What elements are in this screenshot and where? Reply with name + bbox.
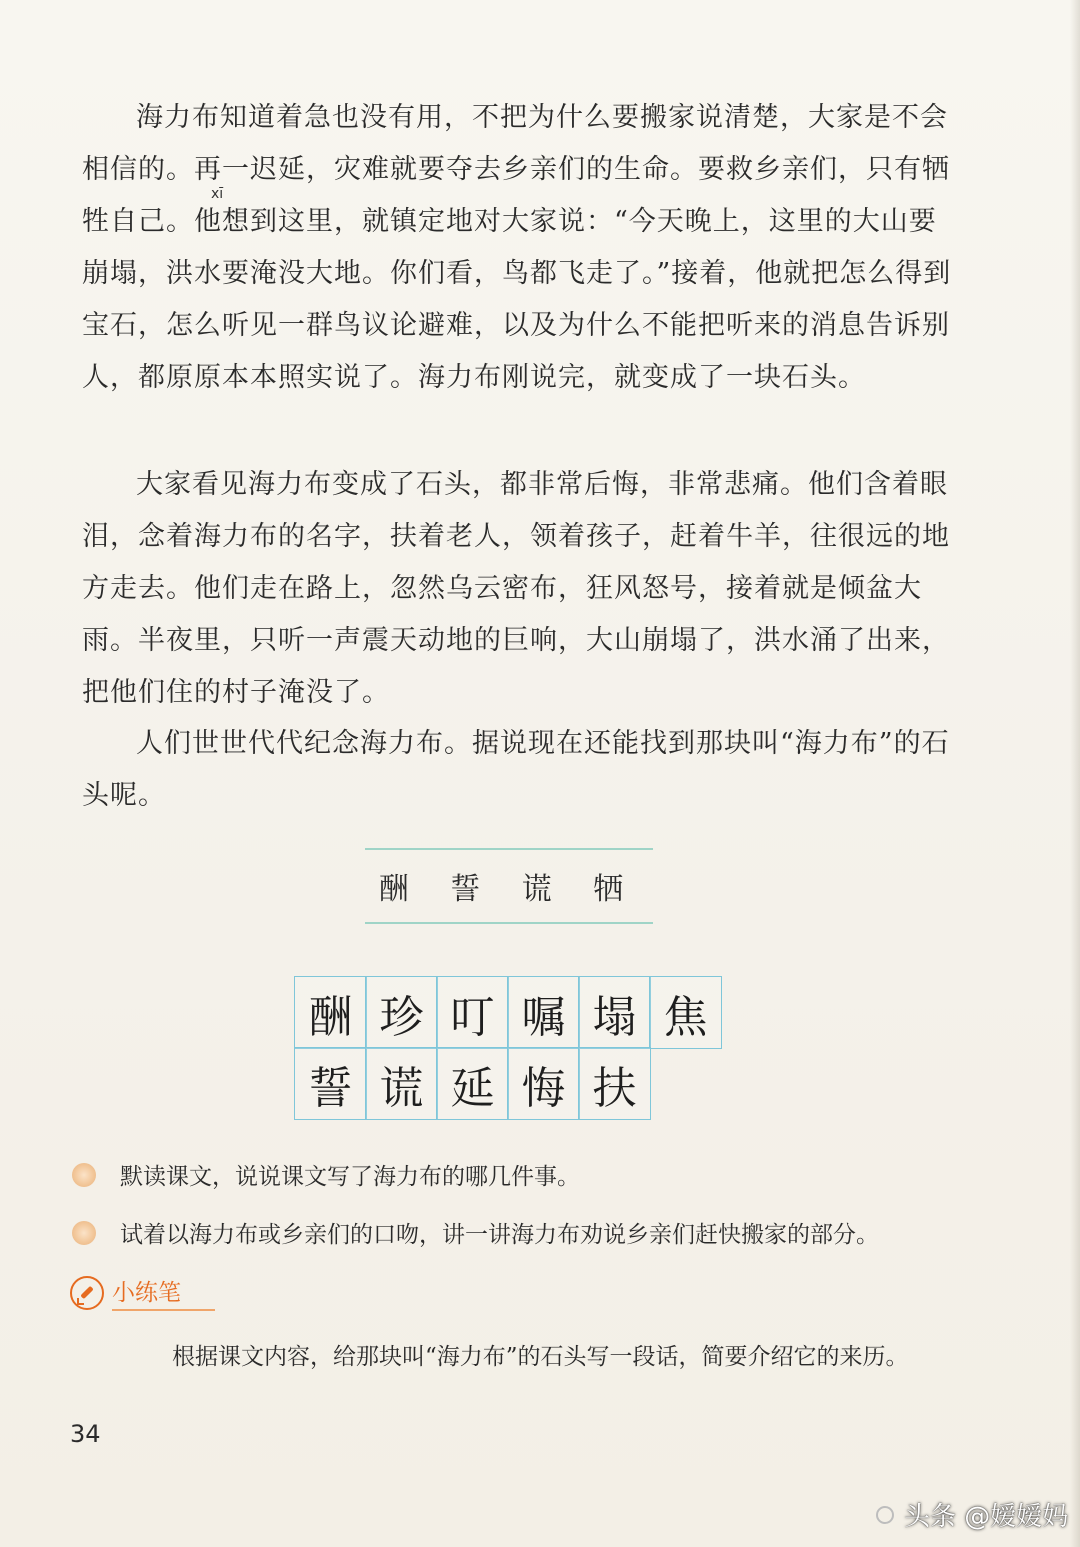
vocab-header: 酬 誓 谎 牺 xyxy=(365,848,653,924)
char-grid xyxy=(295,977,721,1119)
grid-char: 叮 xyxy=(436,976,509,1049)
bullet-icon xyxy=(72,1163,96,1187)
pen-icon xyxy=(70,1276,104,1310)
story-paragraph-3: 人们世世代代纪念海力布。据说现在还能找到那块叫“海力布”的石头呢。 xyxy=(82,728,950,811)
grid-char: 珍 xyxy=(365,976,438,1049)
page-number: 34 xyxy=(70,1420,101,1448)
grid-char: 谎 xyxy=(365,1047,438,1120)
question-1-text: 默读课文，说说课文写了海力布的哪几件事。 xyxy=(120,1164,580,1190)
grid-char: 延 xyxy=(436,1047,509,1120)
watermark xyxy=(876,1496,1068,1533)
grid-empty-cell xyxy=(649,1047,722,1120)
page-edge-shadow xyxy=(1070,0,1080,1547)
practice-heading xyxy=(70,1274,215,1311)
grid-char: 焦 xyxy=(649,976,722,1049)
question-2-text: 试着以海力布或乡亲们的口吻，讲一讲海力布劝说乡亲们赶快搬家的部分。 xyxy=(120,1222,879,1248)
grid-char: 誓 xyxy=(294,1047,367,1120)
story-paragraph-1-block xyxy=(82,92,952,404)
grid-char: 悔 xyxy=(507,1047,580,1120)
story-paragraph-2: 大家看见海力布变成了石头，都非常后悔，非常悲痛。他们含着眼泪，念着海力布的名字，扶着老人，领着孩子，赶着牛羊，往很远的地方走去。他们走在路上，忽然乌云密布，狂风怒号，接着就是倾盆大雨。半夜里，只听一声震天动地的巨响，大山崩塌了，洪水涌了出来，把他们住的村子淹没了。 xyxy=(82,469,950,708)
watermark-icon xyxy=(876,1506,894,1524)
pinyin-annotation: xī xyxy=(211,186,224,202)
question-2 xyxy=(72,1216,879,1249)
grid-char: 酬 xyxy=(294,976,367,1049)
story-paragraph-1: 海力布知道着急也没有用，不把为什么要搬家说清楚，大家是不会相信的。再一迟延，灾难就要夺去乡亲们的生命。要救乡亲们，只有牺牲自己。他想到这里，就镇定地对大家说：“今天晚上，这里的大山要崩塌，洪水要淹没大地。你们看，鸟都飞走了。”接着，他就把怎么得到宝石，怎么听见一群鸟议论避难，以及为什么不能把听来的消息告诉别人，都原原本本照实说了。海力布刚说完，就变成了一块石头。 xyxy=(82,102,952,393)
grid-char: 塌 xyxy=(578,976,651,1049)
question-1 xyxy=(72,1158,580,1191)
story-paragraph-3-block xyxy=(82,718,952,822)
practice-heading-label: 小练笔 xyxy=(112,1274,215,1311)
bullet-icon xyxy=(72,1221,96,1245)
grid-char: 扶 xyxy=(578,1047,651,1120)
story-paragraph-2-block xyxy=(82,459,952,719)
grid-char: 嘱 xyxy=(507,976,580,1049)
practice-text: 根据课文内容，给那块叫“海力布”的石头写一段话，简要介绍它的来历。 xyxy=(172,1344,909,1370)
watermark-text: 头条 @嫒嫒妈 xyxy=(904,1502,1069,1532)
